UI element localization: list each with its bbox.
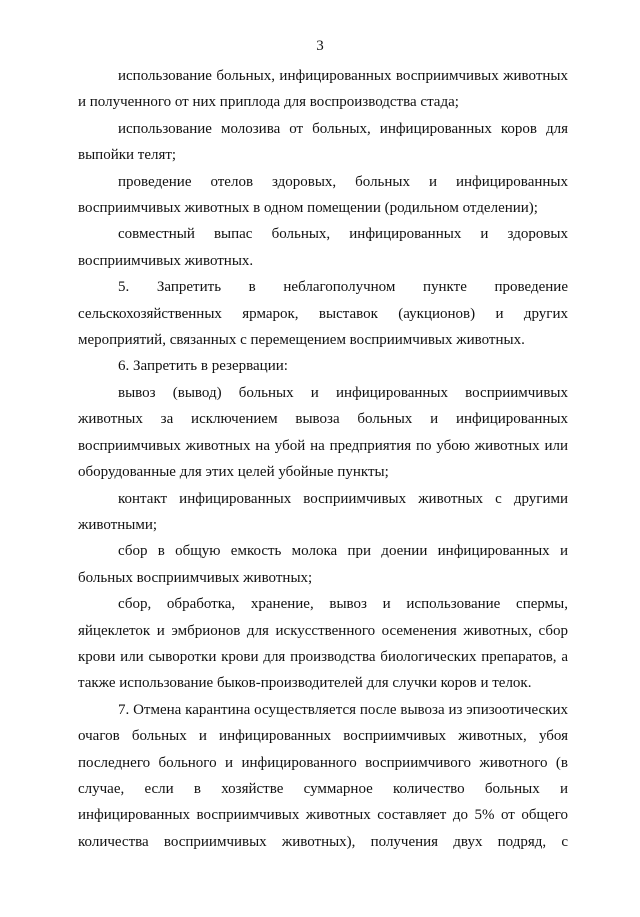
paragraph-contact: контакт инфицированных восприимчивых животных с другими животными; [78,490,568,533]
paragraph-milk-collection: сбор в общую емкость молока при доении инфицированных и больных восприимчивых животных; [78,543,568,586]
paragraph-item-5: 5. Запретить в неблагополучном пункте проведение сельскохозяйственных ярмарок, выставок (аукционов) и других мероприятий, связанных с перемещением восприимчивых животных. [78,279,568,349]
paragraph-item-7: 7. Отмена карантина осуществляется после вывоза из эпизоотических очагов больных и инфицированных восприимчивых животных, убоя последнего больного и инфицированного восприимчивого животного (в случае, если в хозяйстве суммарное количество больных и инфицированных восприимчивых животных составляет до 5% от общего количества восприимчивых животных), получения двух подряд, с [78,701,568,850]
paragraph-use-of-animals: использование больных, инфицированных восприимчивых животных и полученного от них приплода для воспроизводства стада; [78,68,568,111]
paragraph-export: вывоз (вывод) больных и инфицированных восприимчивых животных за исключением вывоза больных и инфицированных восприимчивых животных на убой на предприятия по убою животных или оборудованные для этих целей убойные пункты; [78,384,568,481]
paragraph-joint-grazing: совместный выпас больных, инфицированных и здоровых восприимчивых животных. [78,226,568,269]
document-body [78,63,568,855]
paragraph-calving: проведение отелов здоровых, больных и инфицированных восприимчивых животных в одном помещении (родильном отделении); [78,173,568,217]
page-number: 3 [316,38,324,54]
paragraph-colostrum: использование молозива от больных, инфицированных коров для выпойки телят; [78,120,568,164]
paragraph-semen: сбор, обработка, хранение, вывоз и использование спермы, яйцеклеток и эмбрионов для искусственного осеменения животных, сбор крови или сыворотки крови для производства биологических препаратов, а также использование быков-производителей для случки коров и телок. [78,596,568,692]
paragraph-item-6: 6. Запретить в резервации: [118,358,288,375]
